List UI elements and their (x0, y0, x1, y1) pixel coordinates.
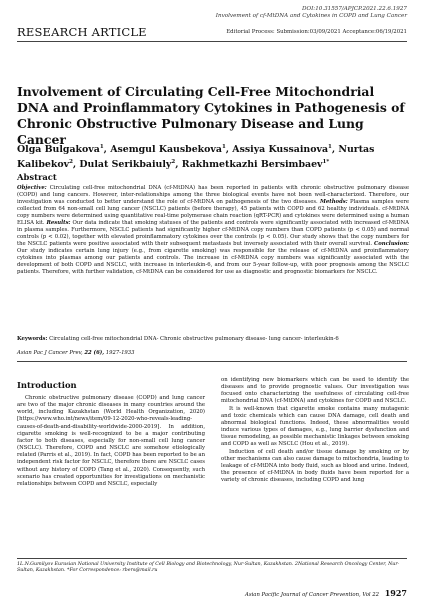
footnote-divider (17, 558, 407, 559)
methods-text: Plasma samples were collected from 64 non-small cell lung cancer (NSCLC) patients (before therapy), 45 patients with COPD and 62 healthy individuals. cf-MtDNA copy numbers were determined using quantitative real-time polymerase chain reaction (qRT-PCR) and cytokines were determined using a human ELISA kit. (17, 199, 410, 226)
paragraph: Induction of cell death and/or tissue damage by smoking or by other mechanisms can also cause damage to mitochondria, leading to leakage of cf-MtDNA into body fluid, such as blood and urine. Indeed, the presence of cf-MtDNA in body fluids have been reported for a variety of chronic diseases, including COPD and lung (221, 448, 409, 484)
results-text: Our data indicate that smoking statuses of the patients and controls were significantly associated with increased cf-MtDNA in plasma samples. Furthermore, NSCLC patients had significantly higher cf-MtDNA copy numbers than COPD patients (p < 0.05) and normal controls (p < 0.02), together with elevated proinflammatory cytokines over the controls (p < 0.05). Our study shows that the copy numbers for the NSCLC patients were positive associated with their subsequent metastasis but inversely associated with their overall survival. (17, 220, 409, 247)
paragraph: Chronic obstructive pulmonary disease (COPD) and lung cancer are two of the major chronic diseases in many countries around the world, including Kazakhstan (World Health Organization, 2020) [https://www.who.int/news/item/09-12-2020-who-reveals-leading-causes-of-death-and-disability-worldwide-2000-2019]. In addition, cigarette smoking is well-recognized to be a major contributing factor to both diseases, especially for non-small cell lung cancer (NSCLC). Therefore, COPD and NSCLC are somehow etiologically related (Parris et al., 2019). In fact, COPD has been reported to be an independent risk factor for NSCLC, therefore there are NSCLC cases without any history of COPD (Tang et al., 2020). Consequently, such scenario has created opportunities for investigations on mechanistic relationships between COPD and NSCLC, especially (17, 395, 205, 487)
running-header (107, 6, 407, 20)
article-title: Involvement of Circulating Cell-Free Mitochondrial DNA and Proinflammatory Cytokines in Pathogenesis of Chronic Obstructive Pulmonary Disease and Lung Cancer (17, 84, 405, 147)
abstract-body (17, 185, 409, 276)
results-label: Results: (46, 220, 71, 226)
citation (17, 350, 135, 356)
conclusion-text: Our study indicates certain lung injury (e.g., from cigarette smoking) was responsible for the release of cf-MtDNA and proinflammatory cytokines into plasmas among our patients and controls. The increase in cf-MtDNA copy numbers was significantly associated with the development of both COPD and NSCLC, with increase in interleukin-6, and from our 5-year follow-up, with poor prognosis among the NSCLC patients. Therefore, with further validation, cf-MtDNA can be considered for use as diagnostic and prognostic biomarkers for NSCLC. (17, 248, 409, 275)
author-affiliation-mark: 1 (99, 144, 104, 150)
paragraph: on identifying new biomarkers which can be used to identify the diseases and to provide prognostic values. Our investigation was focused onto characterizing the usefulness of circulating cell-free mitochondrial DNA (cf-MtDNA) and cytokines for COPD and NSCLC. (221, 377, 409, 405)
keywords-label: Keywords: (17, 336, 48, 342)
page-number: 1927 (384, 588, 407, 598)
author-name: Dulat Serikbaiuly (79, 159, 172, 171)
author-affiliation-mark: 1 (221, 144, 226, 150)
introduction-right-column (221, 377, 409, 484)
page-footer (245, 588, 407, 598)
author-name: Rakhmetkazhi Bersimbaev (181, 159, 323, 171)
header-divider (17, 41, 407, 42)
introduction-heading: Introduction (17, 380, 77, 390)
doi-text: DOI:10.31557/APJCP.2021.22.6.1927 (302, 6, 407, 12)
author-name: Olga Bulgakova (17, 144, 100, 156)
author-affiliation-mark: 1* (322, 159, 330, 166)
abstract-heading: Abstract (17, 172, 57, 182)
author-name: Asemgul Kausbekova (110, 144, 222, 156)
methods-label: Methods: (320, 199, 348, 205)
author-name: Nurtas Kalibekov (17, 144, 375, 171)
footer-journal: Asian Pacific Journal of Cancer Prevention, Vol 22 (245, 592, 380, 598)
running-title: Involvement of cf-MtDNA and Cytokines in COPD and Lung Cancer (215, 13, 407, 20)
objective-label: Objective: (17, 185, 47, 191)
citation-journal: Asian Pac J Cancer Prev, (17, 350, 83, 356)
author-affiliation-mark: 2 (69, 159, 73, 166)
conclusion-label: Conclusion: (373, 241, 410, 247)
author-affiliation-mark: 2 (171, 159, 176, 166)
citation-pages: 1927-1933 (105, 350, 135, 356)
author-name: Assiya Kussainova (232, 144, 329, 156)
introduction-left-column (17, 395, 205, 488)
editorial-process: Editorial Process: Submission:03/09/2021 Acceptance:06/19/2021 (226, 29, 407, 35)
keywords (17, 336, 409, 343)
author-list: Olga Bulgakova$^1$, Asemgul Kausbekova$^1$, Assiya Kussainova$^1$, Nurtas Kalibekov$^2$, Dulat Serikbaiuly$^2$, Rakhmetkazhi Bersimbaev$^{1*}$ (17, 144, 375, 171)
paragraph: It is well-known that cigarette smoke contains many mutagenic and toxic chemicals which can cause DNA damage, cell death and abnormal biological functions. Indeed, these abnormalities would induce various types of damages, e.g., lung barrier dysfunction and tissue remodeling, as possible mechanistic linkages between smoking and COPD as well as NSCLC (Hou et al., 2019). (221, 405, 409, 448)
citation-divider (17, 361, 407, 362)
affiliations: 1L.N.Gumilyov Eurasian National University Institute of Cell Biology and Biotechnology, Nur-Sultan, Kazakhstan. 2National Research Oncology Center, Nur-Sultan, Kazakhstan. *For Correspondence: rbers@mail.ru (17, 562, 400, 574)
section-label: RESEARCH ARTICLE (17, 25, 147, 39)
keywords-text: Circulating cell-free mitochondrial DNA- Chronic obstructive pulmonary disease- lung cancer- interleukin-6 (49, 336, 339, 342)
author-affiliation-mark: 1 (328, 144, 332, 150)
objective-text: Circulating cell-free mitochondrial DNA (cf-MtDNA) has been reported in patients with chronic obstructive pulmonary disease (COPD) and lung cancers. However, inter-relationships among the three biological events have not been well-characterized. Therefore, our investigation was conducted to better understand the role of cf-MtDNA on pathogenesis of the two diseases. (17, 185, 409, 205)
citation-volume: 22 (6), (84, 350, 105, 356)
